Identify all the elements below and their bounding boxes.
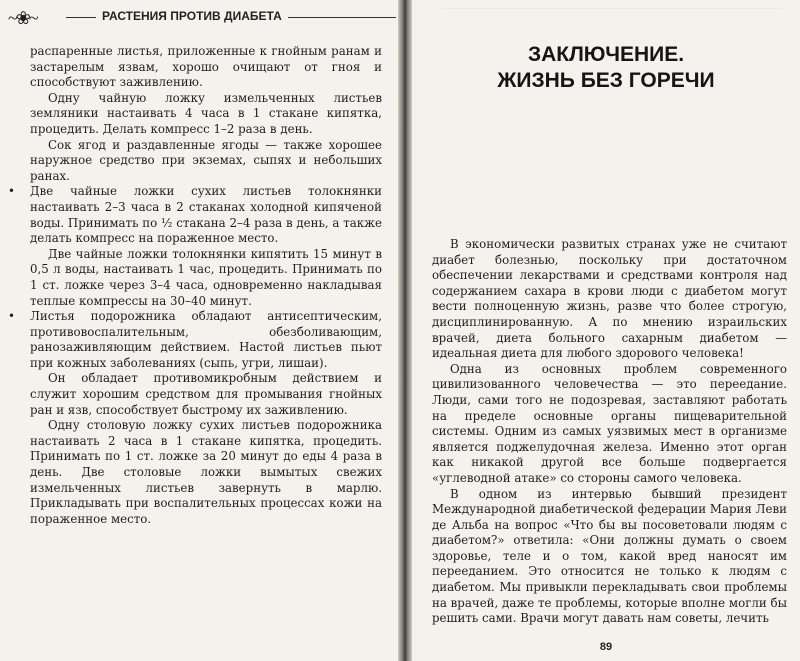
faint-header-rule (442, 8, 782, 9)
paragraph: Одну столовую ложку сухих листьев подорожника настаивать 2 часа в 1 стакане кипятка, процедить. Принимать по 1 ст. ложке за 20 минут до еды 4 раза в день. Две столовые ложки вымытых свежих измельченных листьев завернуть в марлю. Прикладывать при воспалительных процессах кожи на пораженное место. (30, 418, 382, 526)
right-page (412, 0, 800, 661)
bullet-icon: • (8, 184, 15, 199)
paragraph: Одну чайную ложку измельченных листьев земляники настаивать 4 часа в 1 стакане кипятка, процедить. Делать компресс 1–2 раза в день. (30, 90, 382, 136)
left-body-text (8, 44, 382, 527)
left-page (0, 0, 398, 661)
chapter-title (412, 42, 800, 94)
paragraph: распаренные листья, приложенные к гнойным ранам и застарелым язвам, хорошо очищают от гноя и способствуют заживлению. (30, 44, 382, 90)
paragraph: Сок ягод и раздавленные ягоды — также хорошее наружное средство при экземах, сыпях и небольших ранах. (30, 137, 382, 183)
chapter-subtitle-line: ЖИЗНЬ БЕЗ ГОРЕЧИ (497, 69, 715, 92)
bullet-item (8, 184, 382, 246)
right-body-text (432, 237, 787, 627)
bullet-item (8, 309, 382, 371)
bullet-text: Листья подорожника обладают антисептическим, противовоспалительным, обезболивающим, ранозаживляющим действием. Настой листьев пьют при кожных заболеваниях (сыпь, угри, лишаи). (30, 309, 382, 370)
chapter-title-line: ЗАКЛЮЧЕНИЕ. (527, 43, 685, 66)
book-gutter (398, 0, 412, 661)
paragraph: Он обладает противомикробным действием и служит хорошим средством для промывания гнойных ран и язв, способствует быстрому их заживлению. (30, 371, 382, 417)
running-title: РАСТЕНИЯ ПРОТИВ ДИАБЕТА (96, 9, 288, 23)
paragraph: Одна из основных проблем современного цивилизованного человечества — это переедание. Люди, сами того не подозревая, заставляют работать на пределе основные органы пищеварительной системы. Одним из самых уязвимых мест в организме является поджелудочная железа. Именно этот орган как никакой другой все больше подвергается «углеводной атаке» со стороны самого человека. (432, 361, 787, 485)
paragraph: Две чайные ложки толокнянки кипятить 15 минут в 0,5 л воды, настаивать 1 час, процедить. Принимать по 1 ст. ложке через 3–4 часа, одновременно накладывая теплые компрессы на 30–40 минут. (30, 246, 382, 308)
page-number: 89 (599, 641, 613, 653)
running-head (0, 0, 398, 34)
paragraph: В экономически развитых странах уже не считают диабет болезнью, поскольку при достаточном обеспечении лекарствами и средствами контроля над содержанием сахара в крови люди с диабетом могут вести полноценную жизнь, разве что более строгую, дисциплинированную. А по мнению израильских врачей, диета больного сахарным диабетом — идеальная диета для любого здорового человека! (432, 237, 787, 361)
paragraph: В одном из интервью бывший президент Международной диабетической федерации Мария Леви де Альба на вопрос «Что бы вы посоветовали людям с диабетом?» ответила: «Они должны думать о своем здоровье, теле и о том, какой вред наносят им перееданием. Это относится не только к людям с диабетом. Мы привыкли перекладывать свои проблемы на врачей, даже те проблемы, которые вполне могли бы решить сами. Врачи могут давать нам советы, лечить (432, 486, 787, 626)
bullet-text: Две чайные ложки сухих листьев толокнянки настаивать 2–3 часа в 2 стаканах холодной кипяченой воды. Принимать по ½ стакана 2–4 раза в день, а также делать компресс на пораженное место. (30, 184, 382, 246)
ornament-icon: ~❀~ (8, 8, 37, 28)
bullet-icon: • (8, 309, 15, 324)
